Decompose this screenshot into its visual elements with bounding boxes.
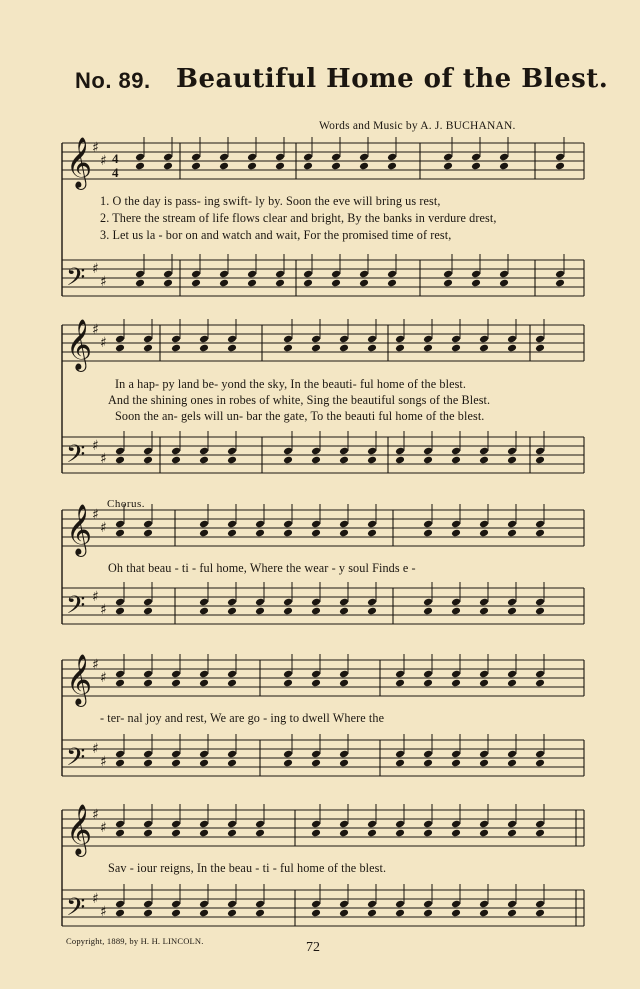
notehead-icon (535, 529, 545, 538)
treble-clef-icon: 𝄞 (66, 137, 93, 188)
notehead-icon (219, 279, 229, 288)
notehead-icon (255, 909, 265, 918)
notehead-icon (499, 279, 509, 288)
notehead-icon (443, 279, 453, 288)
notehead-icon (479, 909, 489, 918)
notehead-icon (423, 607, 433, 616)
notehead-icon (499, 162, 509, 171)
notehead-icon (227, 909, 237, 918)
notehead-icon (507, 909, 517, 918)
notehead-icon (191, 279, 201, 288)
notehead-icon (227, 679, 237, 688)
notehead-icon (227, 456, 237, 465)
notehead-icon (451, 607, 461, 616)
notehead-icon (199, 759, 209, 768)
notehead-icon (199, 909, 209, 918)
copyright-line: Copyright, 1889, by H. H. LINCOLN. (66, 936, 204, 946)
time-signature: 4 (112, 165, 119, 180)
notehead-icon (311, 679, 321, 688)
notehead-icon (423, 759, 433, 768)
notehead-icon (143, 529, 153, 538)
notehead-icon (471, 279, 481, 288)
notehead-icon (143, 679, 153, 688)
notehead-icon (507, 759, 517, 768)
notehead-icon (303, 162, 313, 171)
notehead-icon (311, 909, 321, 918)
notehead-icon (143, 607, 153, 616)
notehead-icon (311, 344, 321, 353)
bass-clef-icon: 𝄢 (66, 893, 86, 928)
notehead-icon (507, 456, 517, 465)
notehead-icon (423, 909, 433, 918)
bass-clef-icon: 𝄢 (66, 440, 86, 475)
notehead-icon (443, 162, 453, 171)
chorus-label: Chorus. (107, 498, 146, 510)
sharp-icon: ♯ (92, 140, 99, 156)
notehead-icon (143, 759, 153, 768)
notehead-icon (339, 529, 349, 538)
sharp-icon: ♯ (92, 741, 99, 757)
treble-staff (62, 510, 584, 546)
bass-staff (62, 437, 584, 473)
notehead-icon (143, 829, 153, 838)
bass-staff (62, 588, 584, 624)
notehead-icon (451, 759, 461, 768)
notehead-icon (535, 679, 545, 688)
notehead-icon (367, 829, 377, 838)
treble-staff (62, 325, 584, 361)
notehead-icon (163, 279, 173, 288)
notehead-icon (171, 909, 181, 918)
notehead-icon (199, 829, 209, 838)
sharp-icon: ♯ (92, 807, 99, 823)
time-signature: 4 (112, 151, 119, 166)
notehead-icon (451, 829, 461, 838)
sharp-icon: ♯ (100, 335, 107, 351)
notehead-icon (451, 909, 461, 918)
hymn-number: No. 89. (75, 68, 151, 93)
sharp-icon: ♯ (92, 322, 99, 338)
treble-staff (62, 810, 584, 846)
notehead-icon (171, 829, 181, 838)
treble-clef-icon: 𝄞 (66, 319, 93, 370)
notehead-icon (479, 344, 489, 353)
sharp-icon: ♯ (100, 670, 107, 686)
notehead-icon (191, 162, 201, 171)
notehead-icon (507, 607, 517, 616)
notehead-icon (247, 279, 257, 288)
notehead-icon (339, 607, 349, 616)
notehead-icon (395, 344, 405, 353)
notehead-icon (555, 279, 565, 288)
notehead-icon (311, 607, 321, 616)
notehead-icon (199, 456, 209, 465)
notehead-icon (423, 829, 433, 838)
notehead-icon (535, 456, 545, 465)
notehead-icon (339, 456, 349, 465)
lyric-verse-3: 3. Let us la - bor on and watch and wait, For the promised time of rest, (100, 228, 452, 242)
notehead-icon (115, 679, 125, 688)
notehead-icon (331, 279, 341, 288)
treble-staff (62, 660, 584, 696)
treble-clef-icon: 𝄞 (66, 504, 93, 555)
notehead-icon (535, 344, 545, 353)
notehead-icon (199, 529, 209, 538)
notehead-icon (311, 759, 321, 768)
notehead-icon (339, 344, 349, 353)
notehead-icon (423, 529, 433, 538)
notehead-icon (339, 909, 349, 918)
notehead-icon (395, 909, 405, 918)
page-number: 72 (306, 940, 320, 955)
notehead-icon (115, 829, 125, 838)
sharp-icon: ♯ (100, 274, 107, 290)
notehead-icon (423, 456, 433, 465)
notehead-icon (479, 607, 489, 616)
notehead-icon (395, 456, 405, 465)
notehead-icon (311, 456, 321, 465)
notehead-icon (227, 829, 237, 838)
notehead-icon (143, 909, 153, 918)
notehead-icon (555, 162, 565, 171)
notehead-icon (255, 829, 265, 838)
notehead-icon (115, 456, 125, 465)
notehead-icon (171, 759, 181, 768)
notehead-icon (423, 679, 433, 688)
notehead-icon (451, 529, 461, 538)
notehead-icon (311, 529, 321, 538)
lyric-verse-3-line2: Soon the an- gels will un- bar the gate, To the beauti ful home of the blest. (115, 409, 485, 423)
notehead-icon (199, 679, 209, 688)
sharp-icon: ♯ (92, 261, 99, 277)
notehead-icon (199, 607, 209, 616)
treble-clef-icon: 𝄞 (66, 804, 93, 855)
notehead-icon (359, 279, 369, 288)
notehead-icon (227, 759, 237, 768)
notehead-icon (275, 279, 285, 288)
hymn-title: Beautiful Home of the Blest. (176, 64, 609, 94)
notehead-icon (255, 607, 265, 616)
treble-clef-icon: 𝄞 (66, 654, 93, 705)
notehead-icon (255, 529, 265, 538)
sharp-icon: ♯ (92, 438, 99, 454)
sharp-icon: ♯ (92, 657, 99, 673)
notehead-icon (479, 829, 489, 838)
notehead-icon (535, 909, 545, 918)
notehead-icon (339, 759, 349, 768)
notehead-icon (115, 529, 125, 538)
notehead-icon (283, 456, 293, 465)
notehead-icon (535, 829, 545, 838)
bass-clef-icon: 𝄢 (66, 743, 86, 778)
notehead-icon (367, 456, 377, 465)
notehead-icon (171, 344, 181, 353)
notehead-icon (367, 909, 377, 918)
lyric-chorus-3: Sav - iour reigns, In the beau - ti - ful home of the blest. (108, 861, 387, 875)
notehead-icon (451, 456, 461, 465)
notehead-icon (395, 829, 405, 838)
notehead-icon (115, 759, 125, 768)
notehead-icon (303, 279, 313, 288)
notehead-icon (339, 679, 349, 688)
notehead-icon (387, 279, 397, 288)
notehead-icon (199, 344, 209, 353)
notehead-icon (507, 679, 517, 688)
lyric-chorus-1: Oh that beau - ti - ful home, Where the wear - y soul Finds e - (108, 561, 416, 575)
bass-staff (62, 260, 584, 296)
notehead-icon (479, 529, 489, 538)
bass-staff (62, 740, 584, 776)
lyric-chorus-2: - ter- nal joy and rest, We are go - ing to dwell Where the (100, 711, 385, 725)
notehead-icon (331, 162, 341, 171)
notehead-icon (115, 344, 125, 353)
sharp-icon: ♯ (92, 507, 99, 523)
notehead-icon (283, 344, 293, 353)
notehead-icon (507, 829, 517, 838)
notehead-icon (275, 162, 285, 171)
bass-clef-icon: 𝄢 (66, 263, 86, 298)
notehead-icon (227, 529, 237, 538)
notehead-icon (227, 344, 237, 353)
notehead-icon (359, 162, 369, 171)
sharp-icon: ♯ (100, 153, 107, 169)
bass-clef-icon: 𝄢 (66, 591, 86, 626)
lyric-verse-1: 1. O the day is pass- ing swift- ly by. Soon the eve will bring us rest, (100, 194, 441, 208)
notehead-icon (283, 529, 293, 538)
notehead-icon (471, 162, 481, 171)
notehead-icon (135, 279, 145, 288)
notehead-icon (135, 162, 145, 171)
notehead-icon (283, 759, 293, 768)
notehead-icon (535, 607, 545, 616)
notehead-icon (507, 529, 517, 538)
notehead-icon (451, 679, 461, 688)
notehead-icon (283, 679, 293, 688)
notehead-icon (163, 162, 173, 171)
notehead-icon (387, 162, 397, 171)
notehead-icon (171, 456, 181, 465)
notehead-icon (143, 344, 153, 353)
notehead-icon (311, 829, 321, 838)
sharp-icon: ♯ (100, 754, 107, 770)
sharp-icon: ♯ (100, 520, 107, 536)
notehead-icon (247, 162, 257, 171)
notehead-icon (395, 759, 405, 768)
notehead-icon (283, 607, 293, 616)
notehead-icon (171, 679, 181, 688)
notehead-icon (395, 679, 405, 688)
notehead-icon (451, 344, 461, 353)
notehead-icon (535, 759, 545, 768)
treble-staff (62, 143, 584, 179)
sharp-icon: ♯ (100, 820, 107, 836)
sharp-icon: ♯ (100, 451, 107, 467)
notehead-icon (227, 607, 237, 616)
lyric-verse-1-line2: In a hap- py land be- yond the sky, In the beauti- ful home of the blest. (115, 377, 467, 391)
notehead-icon (367, 607, 377, 616)
sharp-icon: ♯ (100, 904, 107, 920)
notehead-icon (115, 909, 125, 918)
notehead-icon (339, 829, 349, 838)
bass-staff (62, 890, 584, 926)
notehead-icon (367, 344, 377, 353)
sharp-icon: ♯ (100, 602, 107, 618)
sharp-icon: ♯ (92, 589, 99, 605)
notehead-icon (479, 679, 489, 688)
notehead-icon (423, 344, 433, 353)
notehead-icon (143, 456, 153, 465)
notehead-icon (367, 529, 377, 538)
notehead-icon (479, 456, 489, 465)
notehead-icon (479, 759, 489, 768)
notehead-icon (507, 344, 517, 353)
sharp-icon: ♯ (92, 891, 99, 907)
notehead-icon (115, 607, 125, 616)
lyric-verse-2-line2: And the shining ones in robes of white, Sing the beautiful songs of the Blest. (108, 393, 491, 407)
notehead-icon (219, 162, 229, 171)
lyric-verse-2: 2. There the stream of life flows clear and bright, By the banks in verdure drest, (100, 211, 497, 225)
credit-line: Words and Music by A. J. BUCHANAN. (319, 120, 516, 132)
